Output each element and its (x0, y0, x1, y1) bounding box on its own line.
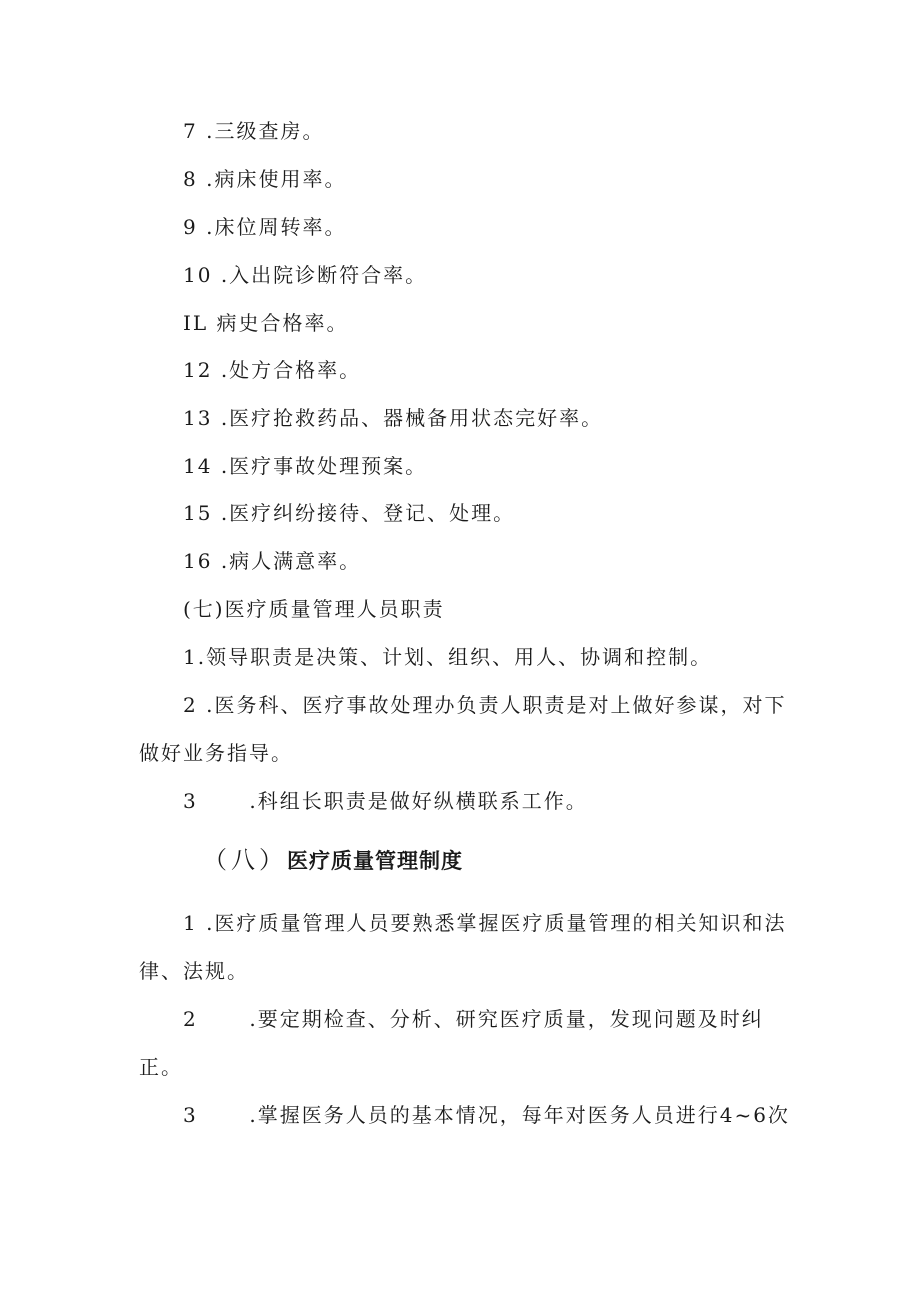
list-item-number: 10 (183, 263, 213, 287)
list-item (183, 261, 427, 289)
list-item-number: 13 (183, 406, 213, 430)
list-item (183, 117, 324, 145)
section-8-item-3 (183, 1101, 790, 1129)
section-8-item-2-continued: 正。 (139, 1055, 183, 1079)
list-item-number: 15 (183, 501, 213, 525)
list-item-number: 16 (183, 549, 213, 573)
section-8-title: 医疗质量管理制度 (287, 849, 463, 873)
list-item-text: .医疗纠纷接待、登记、处理。 (220, 501, 516, 525)
section-7-item-1: 1.领导职责是决策、计划、组织、用人、协调和控制。 (183, 645, 713, 669)
list-item-text: .要定期检查、分析、研究医疗质量，发现问题及时纠 (249, 1007, 764, 1031)
list-item-text: .医疗质量管理人员要熟悉掌握医疗质量管理的相关知识和法 (206, 911, 787, 935)
list-item-text: .掌握医务人员的基本情况，每年对医务人员进行4~6次 (249, 1103, 790, 1127)
section-8-number: （八） (203, 846, 287, 874)
list-item-text: .三级查房。 (206, 119, 325, 143)
list-item-number: 12 (183, 358, 213, 382)
section-7-item-2 (183, 691, 786, 719)
section-7-item-3 (183, 787, 588, 815)
list-item-number: 3 (183, 1103, 198, 1127)
list-item (183, 547, 361, 575)
list-item-text: .入出院诊断符合率。 (220, 263, 428, 287)
list-item-text: .病人满意率。 (220, 549, 362, 573)
list-item (183, 404, 603, 432)
list-item-text: .病床使用率。 (206, 167, 347, 191)
list-item (183, 356, 361, 384)
list-item-text: .处方合格率。 (220, 358, 362, 382)
section-8-item-1 (183, 909, 786, 937)
list-item (183, 499, 515, 527)
list-item-number: 1 (183, 911, 198, 935)
list-item (183, 165, 346, 193)
list-item-text: .医务科、医疗事故处理办负责人职责是对上做好参谋，对下 (206, 693, 787, 717)
list-item-number: 2 (183, 693, 198, 717)
section-8-item-1-continued: 律、法规。 (139, 959, 249, 983)
list-item-text: .科组长职责是做好纵横联系工作。 (249, 789, 588, 813)
section-8-item-2 (183, 1005, 764, 1033)
list-item-text: .床位周转率。 (206, 215, 347, 239)
list-item-text: 病史合格率。 (216, 311, 349, 335)
list-item-text: .医疗抢救药品、器械备用状态完好率。 (220, 406, 604, 430)
list-item-number: 8 (183, 167, 198, 191)
list-item (183, 213, 346, 241)
list-item-number: IL (183, 311, 209, 335)
section-8-heading (203, 845, 463, 876)
list-item-number: 14 (183, 454, 213, 478)
section-7-title: (七)医疗质量管理人员职责 (183, 597, 445, 621)
list-item-number: 2 (183, 1007, 198, 1031)
list-item-text: .医疗事故处理预案。 (220, 454, 428, 478)
list-item-number: 7 (183, 119, 198, 143)
list-item (183, 452, 427, 480)
section-7-item-2-continued: 做好业务指导。 (139, 741, 293, 765)
list-item (183, 309, 349, 337)
list-item-number: 3 (183, 789, 198, 813)
list-item-number: 9 (183, 215, 198, 239)
